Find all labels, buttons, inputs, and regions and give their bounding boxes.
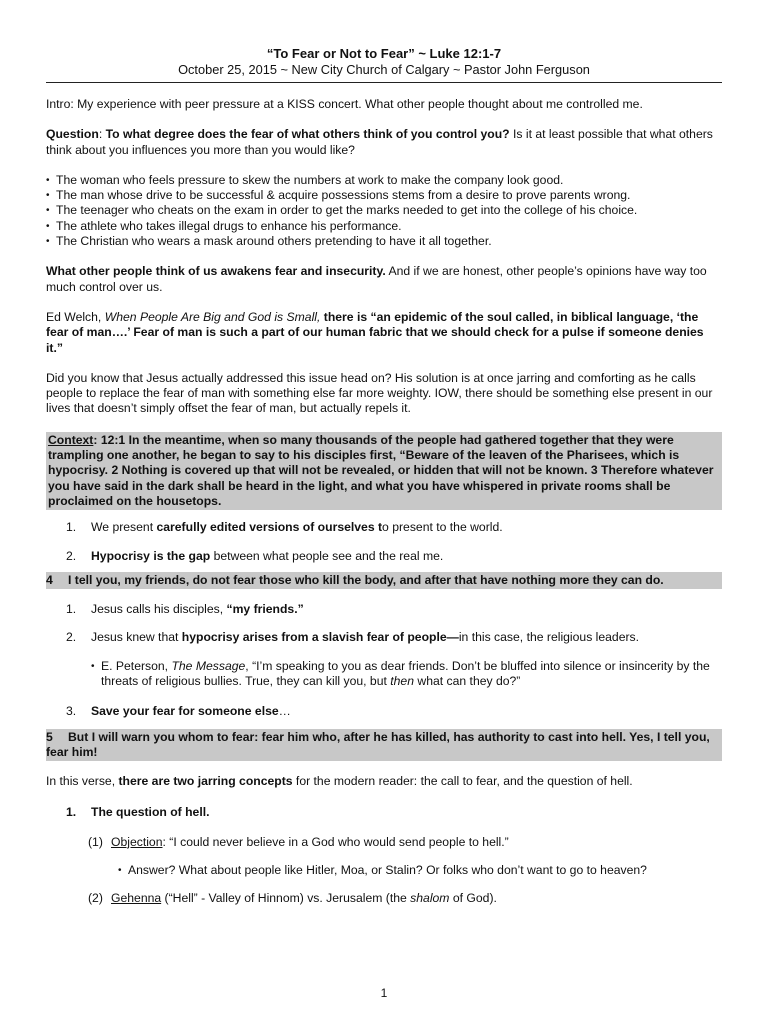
verse-5: 5 But I will warn you whom to fear: fear him who, after he has killed, has authority to cast into hell. Yes, I tell you, fear him! <box>46 729 722 762</box>
sermon-title: “To Fear or Not to Fear” ~ Luke 12:1-7 <box>266 46 502 61</box>
answer: • Answer? What about people like Hitler, Moa, or Stalin? Or folks who don’t want to go to heaven? <box>118 863 647 878</box>
list-item: • The woman who feels pressure to skew the numbers at work to make the company look good. <box>46 173 722 188</box>
list-item: • The teenager who cheats on the exam in order to get the marks needed to get into the college of his choice. <box>46 203 722 218</box>
book-title: When People Are Big and God is Small, <box>104 309 321 324</box>
verse-4: 4 I tell you, my friends, do not fear those who kill the body, and after that have nothing more they can do. <box>46 572 722 589</box>
question-label: Question <box>46 127 99 142</box>
welch-paragraph: Ed Welch, When People Are Big and God is Small, there is “an epidemic of the soul called, in biblical language, ‘the fear of man….’ Fear of man is such a part of our human fabric that we should check for a pulse if someone denies it.” <box>46 309 704 355</box>
context-label: Context <box>48 432 94 447</box>
sermon-subtitle: October 25, 2015 ~ New City Church of Calgary ~ Pastor John Ferguson <box>178 62 590 77</box>
example-list <box>46 173 722 249</box>
point-1: 1. We present carefully edited versions of ourselves to present to the world. <box>66 520 503 535</box>
list-item: • The man whose drive to be successful & acquire possessions stems from a desire to prove parents wrong. <box>46 188 722 203</box>
question-paragraph: Question: To what degree does the fear of what others think of you control you? Is it at least possible that what others think about you influences you more than you would like? <box>46 127 713 157</box>
hell-heading: 1. The question of hell. <box>66 804 210 819</box>
question-text: To what degree does the fear of what others think of you control you? <box>105 127 510 142</box>
list-item: • The Christian who wears a mask around others pretending to have it all together. <box>46 234 722 249</box>
point-2: 2. Hypocrisy is the gap between what people see and the real me. <box>66 548 444 563</box>
list-item: • The athlete who takes illegal drugs to enhance his performance. <box>46 219 722 234</box>
gehenna: (2) Gehenna (“Hell” - Valley of Hinnom) vs. Jerusalem (the shalom of God). <box>88 891 497 906</box>
jesus-paragraph: Did you know that Jesus actually addressed this issue head on? His solution is at once jarring and comforting as he calls people to replace the fear of man with something else far more weighty. IOW, there should be something else present in our lives that doesn’t simply offset the fear of man, but actually repels it. <box>46 370 713 416</box>
header-rule <box>46 82 722 83</box>
fear-paragraph: What other people think of us awakens fear and insecurity. And if we are honest, other people’s opinions have way too much control over us. <box>46 264 707 294</box>
context-block: Context: 12:1 In the meantime, when so many thousands of the people had gathered together that they were trampling one another, he began to say to his disciples first, “Beware of the leaven of the Pharisees, which is hypocrisy. 2 Nothing is covered up that will not be revealed, or hidden that will not be known. 3 Therefore whatever you have said in the dark shall be heard in the light, and what you have whispered in private rooms shall be proclaimed on the housetops. <box>46 432 722 510</box>
intro-paragraph: Intro: My experience with peer pressure at a KISS concert. What other people thought about me controlled me. <box>46 97 643 111</box>
peterson-quote: • E. Peterson, The Message, “I’m speaking to you as dear friends. Don’t be bluffed into silence or insincerity by the threats of religious bullies. True, they can kill you, but then what can they do?” <box>91 658 710 689</box>
point-b1: 1. Jesus calls his disciples, “my friends.” <box>66 602 304 617</box>
question-rest: Is it at least possible that what others think about you influences you more than you would like? <box>46 127 713 157</box>
objection: (1) Objection: “I could never believe in a God who would send people to hell.” <box>88 834 509 849</box>
document-body <box>46 97 722 920</box>
point-b3: 3. Save your fear for someone else… <box>66 704 291 719</box>
header <box>0 46 768 78</box>
jarring-paragraph: In this verse, there are two jarring concepts for the modern reader: the call to fear, and the question of hell. <box>46 774 633 789</box>
welch-quote: there is “an epidemic of the soul called, in biblical language, ‘the fear of man….’ Fear of man is such a part of our human fabric that we should check for a pulse if someone denies it.” <box>46 309 704 355</box>
point-b2: 2. Jesus knew that hypocrisy arises from a slavish fear of people—in this case, the religious leaders. <box>66 630 640 645</box>
page-number: 1 <box>380 986 388 1000</box>
